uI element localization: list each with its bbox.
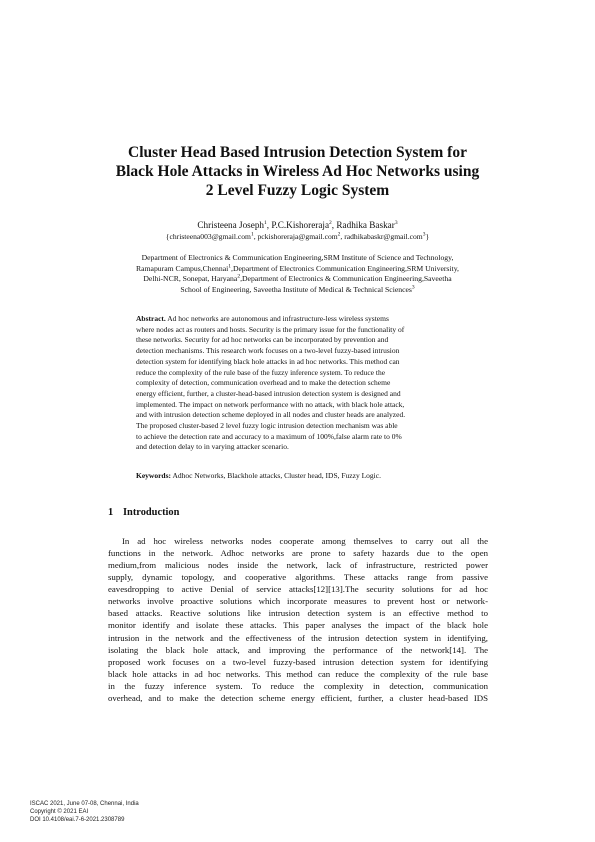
affiliation-mark: 3 <box>394 219 398 226</box>
keywords-text: Adhoc Networks, Blackhole attacks, Cluster head, IDS, Fuzzy Logic. <box>171 471 381 480</box>
email-text: , pckishoreraja@gmail.com <box>253 232 338 241</box>
affiliation-mark: 2 <box>337 231 341 238</box>
affiliation-text: Ramapuram Campus,Chennai <box>136 263 229 273</box>
body-line: functions in the network. Adhoc networks are prone to safety hazards due to the open <box>108 548 488 559</box>
abstract <box>136 314 459 453</box>
body-line: in the fuzzy inference system. To reduce the complexity in detection, communication <box>108 680 488 691</box>
abstract-line: reduce the complexity of the rule base of the fuzzy inference system. To reduce the <box>136 367 386 377</box>
author-name: , P.C.Kishoreraja <box>266 220 330 230</box>
body-line: medium,from malicious nodes inside the network, lack of infrastructure, restricted power <box>108 560 488 571</box>
abstract-text: Ad hoc networks are autonomous and infrastructure-less wireless systems <box>165 314 389 323</box>
abstract-line: energy efficient, further, a cluster-head-based intrusion detection system is designed and <box>136 388 401 398</box>
section-heading <box>108 507 179 518</box>
introduction-body <box>108 535 488 704</box>
abstract-line: these networks. Security for ad hoc networks can be incorporated by prevention and <box>136 335 389 345</box>
body-line: intrusion in the network and the effectiveness of the intrusion detection system in identifying, <box>108 632 488 643</box>
abstract-line: detection system for identifying black hole attacks in ad hoc networks. This method can <box>136 356 400 366</box>
abstract-line: to achieve the detection rate and accuracy to a maximum of 100%,false alarm rate to 0% <box>136 431 402 441</box>
abstract-line: complexity of detection, communication overhead and to make the detection scheme <box>136 378 391 388</box>
section-number: 1 <box>108 507 114 518</box>
affiliation-mark: 3 <box>411 283 415 290</box>
author-list <box>90 219 505 231</box>
affiliation-text: Delhi-NCR, Sonepat, Haryana <box>143 274 238 283</box>
abstract-line <box>136 314 459 325</box>
author-name: , Radhika Baskar <box>331 220 395 230</box>
body-line: proposed work focuses on a two-level fuzzy-based intrusion detection system for identifying <box>108 656 488 667</box>
affiliation-mark: 1 <box>250 231 254 238</box>
affiliation-text: ,Department of Electronics Communication Engineering,SRM University, <box>231 263 459 273</box>
title-line: Cluster Head Based Intrusion Detection System for <box>128 144 467 161</box>
body-line: based attacks. Reactive solutions like intrusion detection system is an effective method to <box>108 608 488 619</box>
affiliation-mark: 1 <box>264 219 267 226</box>
abstract-line: and detection delay to in varying attacker scenario. <box>136 442 289 452</box>
affiliation-mark: 2 <box>329 219 332 226</box>
abstract-line: and with intrusion detection scheme deployed in all nodes and cluster heads are analyzed. <box>136 410 406 420</box>
affiliation-text: School of Engineering, Saveetha Institute of Medical & Technical Sciences <box>180 284 412 294</box>
body-line: monitor identify and isolate these attacks. This paper analyses the impact of the black hole <box>108 620 488 631</box>
doi-info: DOI 10.4108/eai.7-6-2021.2308789 <box>30 817 125 824</box>
affiliation-mark: 2 <box>237 273 241 280</box>
abstract-line: The proposed cluster-based 2 level fuzzy logic intrusion detection mechanism was able <box>136 421 398 431</box>
title-line: 2 Level Fuzzy Logic System <box>205 182 390 199</box>
affiliation-mark: 3 <box>422 231 426 238</box>
conference-info: ISCAC 2021, June 07-08, Chennai, India <box>30 801 139 807</box>
keywords-label: Keywords: <box>136 471 171 480</box>
abstract-label: Abstract. <box>136 314 166 323</box>
author-emails <box>80 232 515 242</box>
author-name: Christeena Joseph <box>197 220 265 230</box>
body-line: networks involve proactive solutions which incorporate measures to prevent host or network- <box>108 596 488 607</box>
body-line: overhead, and to make the detection scheme energy efficient, further, a cluster head-based IDS <box>108 692 488 703</box>
body-line: eavesdropping to active Denial of service attacks[12][13].The security solutions for ad hoc <box>108 584 488 595</box>
body-line: isolating the black hole attack, and improving the performance of the network[14]. The <box>108 644 488 655</box>
abstract-line: where nodes act as routers and hosts. Security is the primary issue for the functionality of <box>136 324 405 334</box>
section-title: Introduction <box>123 507 180 518</box>
abstract-line: detection mechanisms. This research work focuses on a two-level fuzzy-based intrusion <box>136 346 400 356</box>
title-line: Black Hole Attacks in Wireless Ad Hoc Networks using <box>115 163 480 180</box>
affiliations <box>104 253 491 295</box>
affiliation-line <box>104 285 491 296</box>
email-text: , radhikabaskr@gmail.com <box>340 232 423 241</box>
body-line: supply, dynamic topology, and cooperative algorithms. These attacks range from passive <box>108 572 488 583</box>
email-text: {christeena003@gmail.com <box>165 232 251 241</box>
body-line: black hole attacks in ad hoc networks. This method can reduce the complexity of the rule base <box>108 668 488 679</box>
affiliation-line <box>104 274 491 285</box>
page-footer <box>30 800 139 825</box>
keywords <box>136 471 459 482</box>
affiliation-mark: 1 <box>228 262 232 269</box>
affiliation-text: ,Department of Electronics & Communication Engineering,Saveetha <box>240 274 452 283</box>
paper-title <box>90 143 505 200</box>
copyright-info: Copyright © 2021 EAI <box>30 809 89 816</box>
affiliation-line <box>104 264 491 275</box>
email-text: } <box>425 232 430 241</box>
abstract-line: implemented. The impact on network performance with no attack, with black hole attack, <box>136 399 405 409</box>
affiliation-line: Department of Electronics & Communication Engineering,SRM Institute of Science and Technology, <box>141 253 454 262</box>
body-line: In ad hoc wireless networks nodes cooperate among themselves to carry out all the <box>122 536 488 546</box>
